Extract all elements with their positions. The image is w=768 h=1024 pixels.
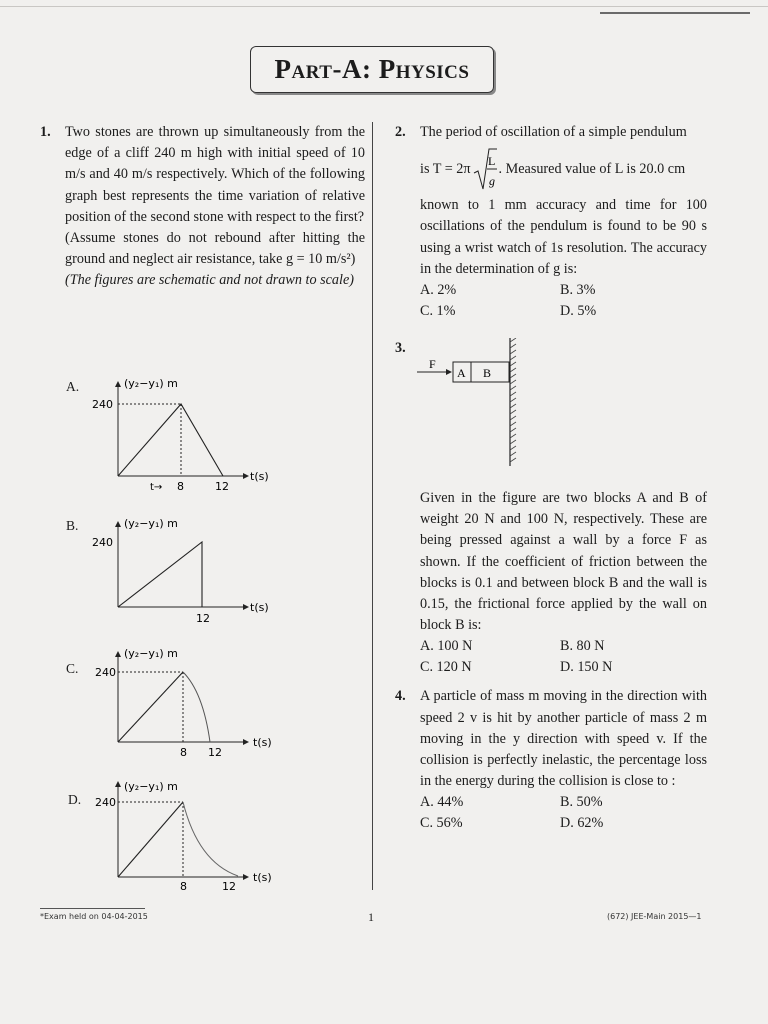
x-axis-label: t(s) [253,736,272,749]
option-d[interactable]: D. 150 N [560,659,613,676]
question-3 [395,488,707,678]
question-text: Given in the figure are two blocks A and B of weight 20 N and 100 N, respectively. These are being pressed against a wall by a force F as shown. If the coefficient of friction between the blocks is 0.1 and between block B and the wall is 0.15, the frictional force applied by the wall on block B is: [420,490,707,634]
column-divider [372,122,373,890]
y-axis-label: (y₂−y₁) m [124,377,178,390]
option-d[interactable]: D. 62% [560,815,604,832]
option-a[interactable]: A. 2% [420,282,457,299]
left-column [40,122,365,292]
top-rule [0,6,768,7]
footnote-rule [40,908,145,909]
y-axis-label: (y₂−y₁) m [124,780,178,793]
graph-option-d [88,772,288,902]
option-b[interactable]: B. 3% [560,282,596,299]
option-c[interactable]: C. 120 N [420,659,472,676]
option-b[interactable]: B. 50% [560,794,603,811]
option-label-c: C. [66,661,79,676]
graph-curve [118,542,202,607]
x-tick-12: 12 [208,746,222,759]
formula-denominator: g [488,174,495,189]
option-label-b: B. [66,518,79,533]
x-axis-label: t(s) [250,470,269,483]
wall-hatching [510,338,516,462]
options-grid [420,636,707,678]
graph-option-c [88,642,288,767]
question-text-cont: known to 1 mm accuracy and time for 100 oscillations of the pendulum is found to be 90 s using a wrist watch of 1s resolution. The accuracy in the determination of g is: [420,197,707,277]
graph-option-b [88,512,288,632]
page-number: 1 [368,910,374,924]
question-number: 3. [395,340,406,357]
t-arrow-label: t→ [150,482,163,493]
block-b-label: B [483,366,492,381]
option-c[interactable]: C. 56% [420,815,463,832]
formula-suffix: . Measured value of L is 20.0 cm [498,160,686,177]
question-3-figure [395,338,707,488]
options-grid [420,792,707,834]
footnote: *Exam held on 04-04-2015 [40,912,148,921]
section-title: Part-A: Physics [250,46,494,93]
blocks-figure [413,338,533,468]
x-tick-8: 8 [180,746,187,759]
question-4 [395,686,707,834]
y-axis-label: (y₂−y₁) m [124,517,178,530]
x-axis-label: t(s) [250,601,269,614]
y-tick-240: 240 [95,796,116,809]
block-a-label: A [457,366,466,381]
option-label-a: A. [66,379,80,394]
graph-curve [118,802,183,877]
y-axis-label: (y₂−y₁) m [124,647,178,660]
graph-option-a [88,372,288,507]
question-text: A particle of mass m moving in the direction with speed 2 v is hit by another particle of mass 2 m moving in the y direction with speed v. If the collision is perfectly inelastic, the percentage loss in the energy during the collision is close to : [420,688,707,790]
option-a[interactable]: A. 44% [420,794,464,811]
option-label-d: D. [68,792,82,807]
question-1 [40,122,365,292]
question-note: (The figures are schematic and not drawn to scale) [65,272,354,289]
force-label: F [429,357,436,372]
question-2 [395,122,707,322]
option-b[interactable]: B. 80 N [560,638,605,655]
formula-prefix: is T = 2π [420,160,471,177]
option-d[interactable]: D. 5% [560,303,597,320]
question-number: 2. [395,124,406,140]
graph-curve [118,672,183,742]
question-assumption: (Assume stones do not rebound after hitting the ground and neglect air resistance, take g = 10 m/s²) [65,230,365,268]
question-number: 4. [395,688,406,705]
option-a[interactable]: A. 100 N [420,638,473,655]
sqrt-icon [473,147,497,191]
option-c[interactable]: C. 1% [420,303,456,320]
formula-numerator: L [487,154,495,169]
right-column [395,122,707,834]
top-rule-accent [600,12,750,14]
graph-curve [118,404,223,476]
question-number: 1. [40,124,51,140]
x-tick-12: 12 [222,880,236,893]
x-tick-12: 12 [215,480,229,493]
footer-exam-code: (672) JEE-Main 2015—1 [607,912,702,921]
y-tick-240: 240 [92,536,113,549]
x-tick-12: 12 [196,612,210,625]
graph-curve [183,802,238,876]
options-grid [420,280,707,322]
x-axis-label: t(s) [253,871,272,884]
formula-line [420,143,707,195]
x-tick-8: 8 [177,480,184,493]
graph-curve [183,672,210,742]
question-text: The period of oscillation of a simple pendulum [420,124,687,140]
x-tick-8: 8 [180,880,187,893]
y-tick-240: 240 [95,666,116,679]
question-text: Two stones are thrown up simultaneously from the edge of a cliff 240 m high with initial speed of 10 m/s and 40 m/s respectively. Which of the following graph best represents the time variation of relative position of the second stone with respect to the first? [65,124,365,225]
y-tick-240: 240 [92,398,113,411]
